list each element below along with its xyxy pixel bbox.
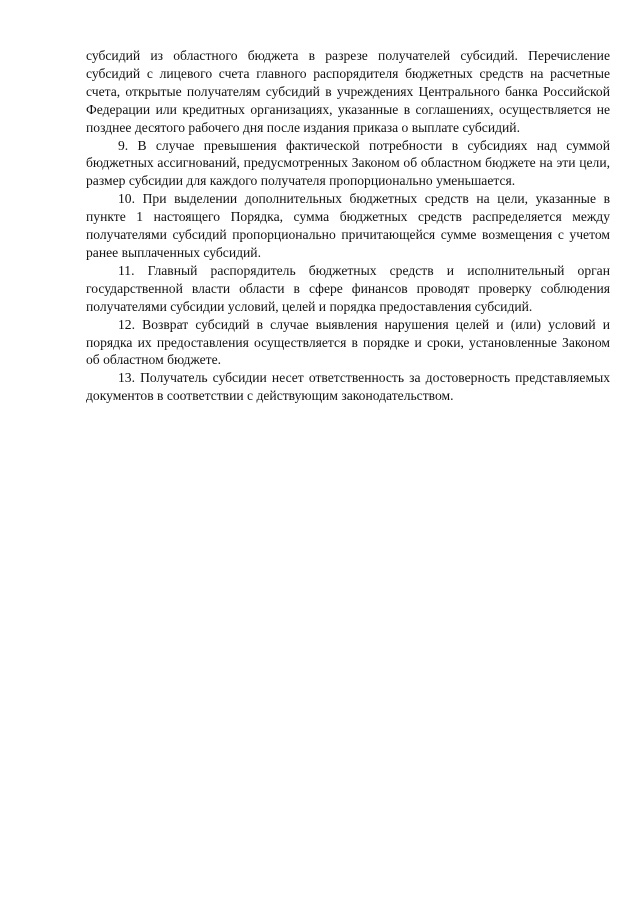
paragraph-continuation: субсидий из областного бюджета в разрезе получателей субсидий. Перечисление субсидий с лицевого счета главного распорядителя бюджетных средств на расчетные счета, открытые получателям субсидий в учреждениях Центрального банка Российской Федерации или кредитных организациях, указанные в соглашениях, осуществляется не позднее десятого рабочего дня после издания приказа о выплате субсидий.: [86, 48, 610, 135]
paragraph-item-11: 11. Главный распорядитель бюджетных средств и исполнительный орган государственной власти области в сфере финансов проводят проверку соблюдения получателями субсидии условий, целей и порядка предоставления субсидий.: [86, 262, 610, 314]
paragraph-item-9: 9. В случае превышения фактической потребности в субсидиях над суммой бюджетных ассигнований, предусмотренных Законом об областном бюджете на эти цели, размер субсидии для каждого получателя пропорционально уменьшается.: [86, 137, 610, 189]
paragraph-item-10: 10. При выделении дополнительных бюджетных средств на цели, указанные в пункте 1 настоящего Порядка, сумма бюджетных средств распределяется между получателями субсидий пропорционально причитающейся сумме возмещения с учетом ранее выплаченных субсидий.: [86, 191, 610, 260]
document-body: [86, 47, 610, 405]
paragraph-item-12: 12. Возврат субсидий в случае выявления нарушения целей и (или) условий и порядка их предоставления осуществляется в порядке и сроки, установленные Законом об областном бюджете.: [86, 316, 610, 368]
paragraph-item-13: 13. Получатель субсидии несет ответственность за достоверность представляемых документов в соответствии с действующим законодательством.: [86, 370, 610, 404]
